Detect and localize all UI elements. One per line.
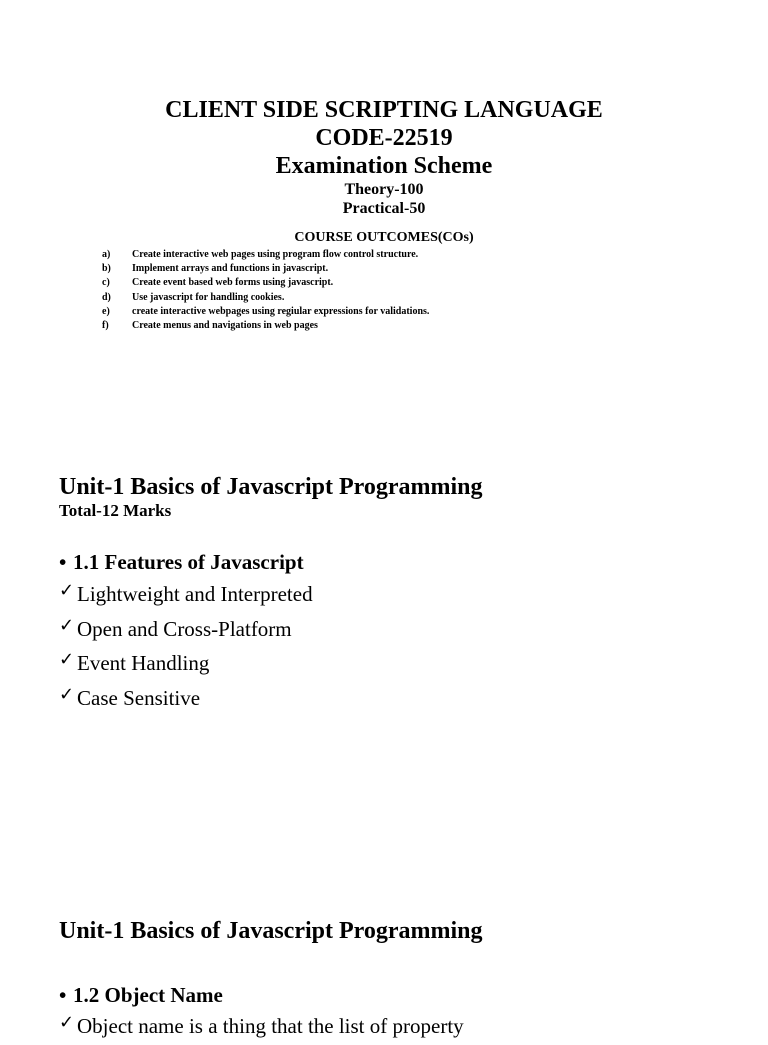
unit-heading-2: Unit-1 Basics of Javascript Programming xyxy=(59,918,483,944)
outcome-text: Create event based web forms using javascript. xyxy=(132,277,334,289)
object-name-text: Object name is a thing that the list of property xyxy=(77,1014,464,1038)
feature-text: Open and Cross-Platform xyxy=(77,616,292,641)
feature-text: Lightweight and Interpreted xyxy=(77,582,313,606)
outcome-text: Create interactive web pages using program flow control structure. xyxy=(132,249,419,260)
total-marks: Total-12 Marks xyxy=(59,501,172,520)
outcome-item xyxy=(102,248,429,262)
outcome-item xyxy=(102,262,429,276)
section-heading xyxy=(59,549,304,575)
feature-item xyxy=(59,682,313,717)
feature-item xyxy=(59,613,313,648)
bullet-icon: • xyxy=(59,983,67,1007)
examination-scheme-heading: Examination Scheme xyxy=(275,153,493,179)
section-heading-2 xyxy=(59,982,223,1008)
outcome-text: Implement arrays and functions in javascript. xyxy=(132,263,329,275)
outcome-text: Create menus and navigations in web pages xyxy=(132,320,318,332)
outcome-item xyxy=(102,276,429,290)
outcome-text: create interactive webpages using regiular expressions for validations. xyxy=(132,305,430,317)
course-title: CLIENT SIDE SCRIPTING LANGUAGE xyxy=(165,97,603,123)
object-name-item xyxy=(59,1010,464,1045)
feature-item xyxy=(59,578,313,613)
outcome-letter: a) xyxy=(102,249,111,260)
outcome-letter: b) xyxy=(102,263,111,275)
checkmark-icon: ✓ xyxy=(59,1012,75,1033)
course-outcomes-heading: COURSE OUTCOMES(COs) xyxy=(294,230,474,245)
theory-marks: Theory-100 xyxy=(344,181,424,198)
outcome-item xyxy=(102,319,429,333)
outcome-letter: e) xyxy=(102,305,110,317)
section-heading-text: 1.1 Features of Javascript xyxy=(73,550,304,574)
outcome-letter: f) xyxy=(102,320,109,332)
course-code: CODE-22519 xyxy=(315,125,453,151)
feature-item xyxy=(59,647,313,682)
object-name-list xyxy=(59,1010,464,1045)
checkmark-icon: ✓ xyxy=(59,580,75,601)
unit-heading: Unit-1 Basics of Javascript Programming xyxy=(59,474,483,500)
outcome-letter: d) xyxy=(102,291,111,303)
outcome-text: Use javascript for handling cookies. xyxy=(132,291,285,303)
features-list xyxy=(59,578,313,716)
bullet-icon: • xyxy=(59,550,67,574)
checkmark-icon: ✓ xyxy=(59,683,75,705)
outcome-letter: c) xyxy=(102,277,110,289)
feature-text: Event Handling xyxy=(77,651,210,675)
outcome-item xyxy=(102,305,429,319)
outcome-item xyxy=(102,291,429,305)
section-heading-text: 1.2 Object Name xyxy=(73,983,223,1007)
feature-text: Case Sensitive xyxy=(77,685,201,710)
practical-marks: Practical-50 xyxy=(342,200,426,217)
course-outcomes-list xyxy=(102,248,429,333)
checkmark-icon: ✓ xyxy=(59,649,75,670)
checkmark-icon: ✓ xyxy=(59,614,75,636)
